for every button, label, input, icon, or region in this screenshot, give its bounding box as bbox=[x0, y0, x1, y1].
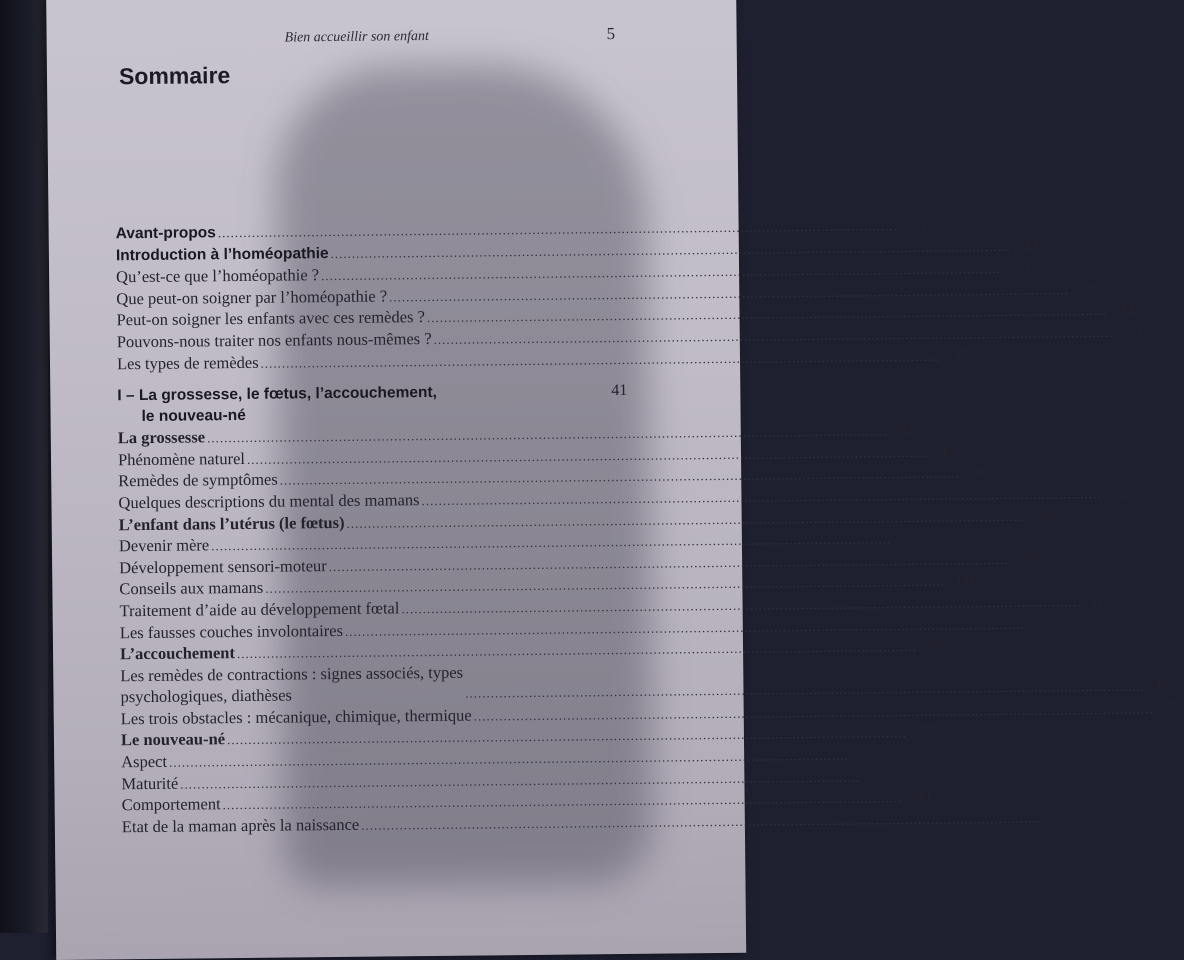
toc-entry bbox=[121, 809, 1070, 838]
page-title: Sommaire bbox=[118, 62, 231, 90]
toc-entry-label bbox=[120, 661, 463, 708]
toc-part-heading bbox=[117, 380, 627, 427]
dot-leader: ................................................................................................................................................................ bbox=[260, 348, 941, 371]
dot-leader: ................................................................................................................................................................ bbox=[168, 747, 850, 770]
toc-entry-page: 42 bbox=[938, 443, 956, 461]
dot-leader: ................................................................................................................................................................ bbox=[180, 769, 861, 792]
toc-entry-label: Remèdes de symptômes bbox=[118, 469, 278, 491]
toc-entry-page: 23 bbox=[1022, 237, 1039, 255]
toc-entry-label: Le nouveau-né bbox=[120, 729, 226, 750]
dot-leader: ................................................................................................................................................................ bbox=[328, 551, 1009, 574]
toc-entry-label: L’accouchement bbox=[119, 643, 236, 664]
toc-entry-page: 77 bbox=[860, 746, 878, 764]
dot-leader: ................................................................................................................................................................ bbox=[389, 282, 1070, 305]
toc-entry-page: 61 bbox=[1093, 592, 1110, 610]
toc-entry-line-1: Les remèdes de contractions : signes associés, types bbox=[120, 662, 464, 685]
toc-entry-page: 88 bbox=[872, 767, 889, 786]
toc-entry-page: 32 bbox=[1118, 301, 1135, 320]
toc-entry-page: 63 bbox=[1036, 614, 1054, 633]
toc-entry-label: Maturité bbox=[121, 773, 179, 793]
dot-leader: ................................................................................................................................................................ bbox=[421, 485, 1102, 509]
dot-leader: ................................................................................................................................................................ bbox=[226, 725, 908, 748]
toc-entry-page: 77 bbox=[918, 724, 936, 742]
toc-entry-page: 23 bbox=[1012, 259, 1030, 278]
toc-entry-label: Qu’est-ce que l’homéopathie ? bbox=[116, 265, 320, 287]
toc-entry-page: 42 bbox=[898, 422, 916, 440]
toc-entry-page: 41 bbox=[611, 382, 628, 400]
toc-entry-page: 46 bbox=[971, 464, 988, 482]
toc-entry-label: Phénomène naturel bbox=[117, 448, 246, 470]
toc-entry-line-2: psychologiques, diathèses bbox=[120, 685, 292, 707]
toc-entry-label: Quelques descriptions du mental des mamans bbox=[118, 490, 420, 513]
toc-entry-label: L’enfant dans l’utérus (le fœtus) bbox=[118, 512, 345, 534]
toc-entry-label: Peut-on soigner les enfants avec ces remèdes ? bbox=[116, 307, 425, 330]
dot-leader: ................................................................................................................................................................ bbox=[222, 790, 903, 813]
toc-entry-label: Avant-propos bbox=[115, 224, 216, 243]
dot-leader: ................................................................................................................................................................ bbox=[246, 444, 927, 467]
dot-leader: ................................................................................................................................................................ bbox=[465, 678, 1146, 701]
toc-entry-label: La grossesse bbox=[117, 427, 206, 448]
toc-entry-label: Les types de remèdes bbox=[116, 352, 259, 373]
toc-entry-label: Aspect bbox=[121, 751, 168, 772]
table-of-contents bbox=[115, 216, 1182, 838]
toc-entry-label: Devenir mère bbox=[118, 535, 210, 556]
toc-entry-label: Comportement bbox=[121, 794, 221, 815]
dot-leader: ................................................................................................................................................................ bbox=[473, 701, 1154, 724]
toc-entry bbox=[120, 660, 1174, 709]
dot-leader: ................................................................................................................................................................ bbox=[361, 810, 1042, 833]
toc-entry-label: Traitement d’aide au développement fœtal bbox=[119, 598, 400, 621]
toc-entry-page: 65 bbox=[1157, 677, 1174, 695]
dot-leader: ................................................................................................................................................................ bbox=[344, 616, 1026, 639]
toc-entry-page: 65 bbox=[928, 637, 945, 655]
toc-entry-page: 37 bbox=[952, 346, 969, 365]
toc-entry-page: 58 bbox=[903, 530, 920, 548]
dot-leader: ................................................................................................................................................................ bbox=[426, 303, 1107, 326]
toc-part-label bbox=[117, 382, 437, 427]
dot-leader: ................................................................................................................................................................ bbox=[346, 508, 1027, 531]
book-spine-edge bbox=[0, 0, 48, 933]
toc-entry bbox=[116, 346, 969, 374]
toc-entry-page: 90 bbox=[914, 789, 931, 807]
toc-entry-label: Conseils aux mamans bbox=[119, 578, 264, 599]
toc-part-line-1: I – La grossesse, le fœtus, l’accouchement, bbox=[117, 384, 438, 405]
toc-entry-page: 52 bbox=[1113, 484, 1130, 502]
toc-part-line-2: le nouveau-né bbox=[141, 407, 246, 426]
toc-entry-page: 28 bbox=[1081, 280, 1098, 298]
dot-leader: ................................................................................................................................................................ bbox=[401, 594, 1082, 617]
toc-entry-page: 34 bbox=[1125, 323, 1142, 341]
toc-entry-label: Les fausses couches involontaires bbox=[119, 620, 344, 642]
toc-entry-label: Les trois obstacles : mécanique, chimique, thermique bbox=[120, 705, 472, 729]
page-content bbox=[46, 0, 1182, 900]
dot-leader: ................................................................................................................................................................ bbox=[321, 261, 1002, 284]
toc-entry-label: Introduction à l’homéopathie bbox=[115, 244, 329, 264]
toc-entry-page: 72 bbox=[1165, 700, 1182, 718]
dot-leader: ................................................................................................................................................................ bbox=[236, 639, 917, 662]
toc-entry-page: 59 bbox=[1020, 550, 1037, 568]
dot-leader: ................................................................................................................................................................ bbox=[330, 238, 1011, 261]
toc-entry-label: Développement sensori-moteur bbox=[119, 555, 327, 577]
dot-leader: ................................................................................................................................................................ bbox=[206, 423, 888, 446]
toc-entry-page: 97 bbox=[1053, 809, 1070, 827]
running-title: Bien accueillir son enfant bbox=[284, 28, 429, 46]
dot-leader: ................................................................................................................................................................ bbox=[265, 573, 946, 597]
page-number: 5 bbox=[606, 24, 616, 44]
book-page bbox=[46, 0, 1182, 960]
toc-entry-page: 15 bbox=[909, 216, 926, 234]
toc-entry-label: Pouvons-nous traiter nos enfants nous-mêmes ? bbox=[116, 328, 432, 352]
toc-entry-page: 58 bbox=[1038, 507, 1055, 525]
dot-leader: ................................................................................................................................................................ bbox=[279, 465, 960, 488]
toc-entry-page: 60 bbox=[957, 572, 974, 590]
dot-leader: ................................................................................................................................................................ bbox=[211, 531, 892, 554]
dot-leader: ................................................................................................................................................................ bbox=[217, 218, 898, 241]
dot-leader: ................................................................................................................................................................ bbox=[433, 324, 1114, 347]
toc-entry-label: Etat de la maman après la naissance bbox=[121, 814, 360, 837]
toc-entry-label: Que peut-on soigner par l’homéopathie ? bbox=[116, 286, 388, 309]
